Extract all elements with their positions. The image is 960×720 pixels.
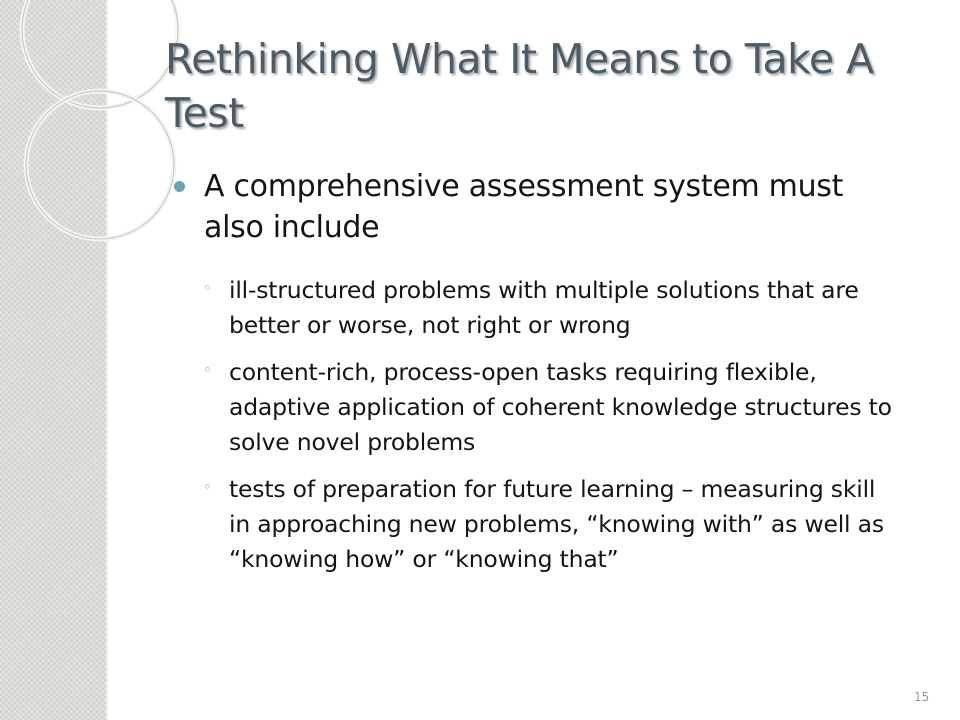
hollow-circle-bullet-icon: ◦: [203, 361, 212, 379]
hollow-circle-bullet-icon: ◦: [203, 279, 212, 297]
sub-bullet-text: tests of preparation for future learning – measuring skill in approaching new problems, “knowing with” as well as “knowing how” or “knowing that”: [229, 475, 884, 573]
slide-content: [172, 166, 902, 589]
slide-number: 15: [914, 690, 930, 704]
sub-bullet-text: ill-structured problems with multiple solutions that are better or worse, not right or wrong: [229, 276, 859, 339]
sub-bullet-item: [172, 472, 902, 577]
hollow-circle-bullet-icon: ◦: [203, 478, 212, 496]
slide-title: Rethinking What It Means to Take A Test: [165, 35, 874, 137]
filled-circle-bullet-icon: [174, 181, 185, 192]
sub-bullet-item: [172, 355, 902, 460]
sub-bullet-text: content-rich, process-open tasks requiring flexible, adaptive application of coherent knowledge structures to solve novel problems: [229, 358, 892, 456]
main-bullet-text: A comprehensive assessment system must also include: [204, 169, 844, 245]
sub-bullet-list: [172, 273, 902, 577]
main-bullet-item: [172, 166, 902, 248]
sub-bullet-item: [172, 273, 902, 343]
